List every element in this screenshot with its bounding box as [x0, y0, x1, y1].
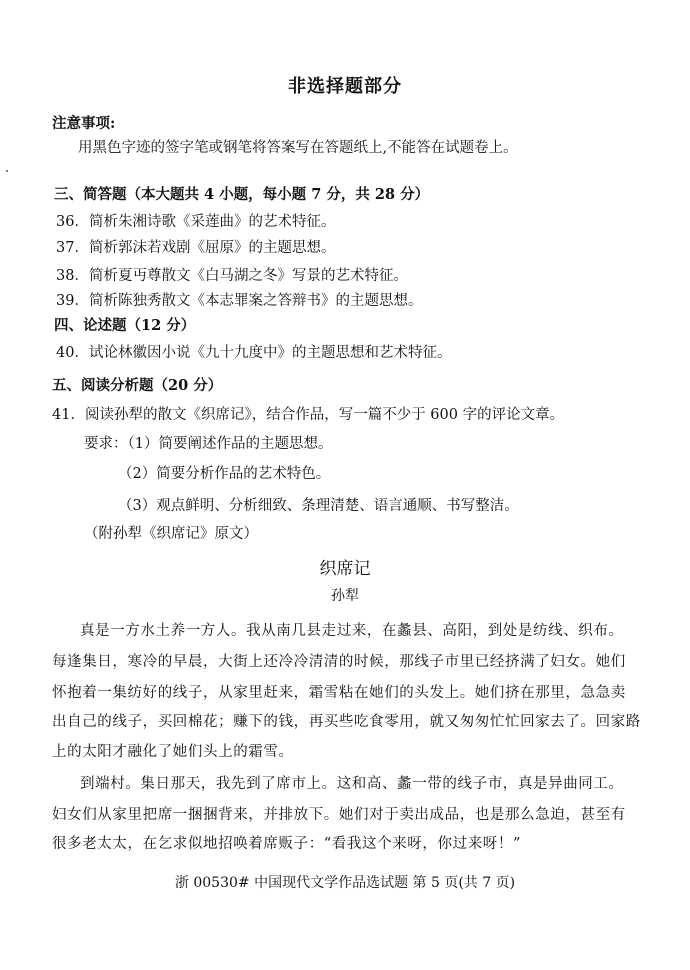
article-line: 上的太阳才融化了她们头上的霜雪。 — [52, 744, 294, 760]
question-41: 41．阅读孙犁的散文《织席记》，结合作品，写一篇不少于 600 字的评论文章。 — [52, 407, 565, 423]
question-36: 36．简析朱湘诗歌《采莲曲》的艺术特征。 — [56, 214, 336, 230]
section-title: 非选择题部分 — [288, 76, 402, 97]
requirement-3: （3）观点鲜明、分析细致、条理清楚、语言通顺、书写整洁。 — [118, 498, 519, 514]
article-line: 怀抱着一集纺好的线子，从家里赶来，霜雪粘在她们的头发上。她们挤在那里，急急卖 — [52, 685, 626, 701]
question-39: 39．简析陈独秀散文《本志罪案之答辩书》的主题思想。 — [56, 293, 423, 309]
article-title: 织席记 — [319, 559, 371, 579]
notice-text: 用黑色字迹的签字笔或钢笔将答案写在答题纸上,不能答在试题卷上。 — [78, 140, 518, 156]
requirement-2: （2）简要分析作品的艺术特色。 — [118, 466, 331, 482]
article-line: 妇女们从家里把席一捆捆背来，并排放下。她们对于卖出成品，也是那么急迫，甚至有 — [52, 807, 626, 823]
part5-heading: 五、阅读分析题（20 分） — [52, 377, 223, 394]
page-footer: 浙 00530# 中国现代文学作品选试题 第 5 页(共 7 页) — [174, 875, 516, 891]
article-line: 出自己的线子，买回棉花；赚下的钱，再买些吃食零用，就又匆匆忙忙回家去了。回家路 — [52, 714, 641, 730]
part3-heading: 三、简答题（本大题共 4 小题，每小题 7 分，共 28 分） — [54, 186, 430, 203]
article-author: 孙犁 — [331, 588, 359, 604]
scan-speck — [6, 170, 8, 172]
question-38: 38．简析夏丏尊散文《白马湖之冬》写景的艺术特征。 — [56, 268, 408, 284]
part4-heading: 四、论述题（12 分） — [54, 317, 196, 334]
requirement-1: 要求：（1）简要阐述作品的主题思想。 — [84, 436, 333, 452]
question-37: 37．简析郭沫若戏剧《屈原》的主题思想。 — [56, 240, 336, 256]
question-40: 40．试论林徽因小说《九十九度中》的主题思想和艺术特征。 — [56, 345, 452, 361]
article-line: 真是一方水土养一方人。我从南几县走过来，在蠡县、高阳，到处是纺线、织布。 — [80, 623, 624, 639]
notice-heading: 注意事项: — [52, 115, 116, 132]
article-line: 很多老太太，在乞求似地招唤着席贩子：“看我这个来呀，你过来呀！” — [52, 836, 522, 852]
article-line: 每逢集日，寒冷的早晨，大街上还冷冷清清的时候，那线子市里已经挤满了妇女。她们 — [52, 654, 626, 670]
article-line: 到端村。集日那天，我先到了席市上。这和高、蠡一带的线子市，真是异曲同工。 — [80, 776, 624, 792]
appendix-note: （附孙犁《织席记》原文） — [84, 526, 258, 542]
